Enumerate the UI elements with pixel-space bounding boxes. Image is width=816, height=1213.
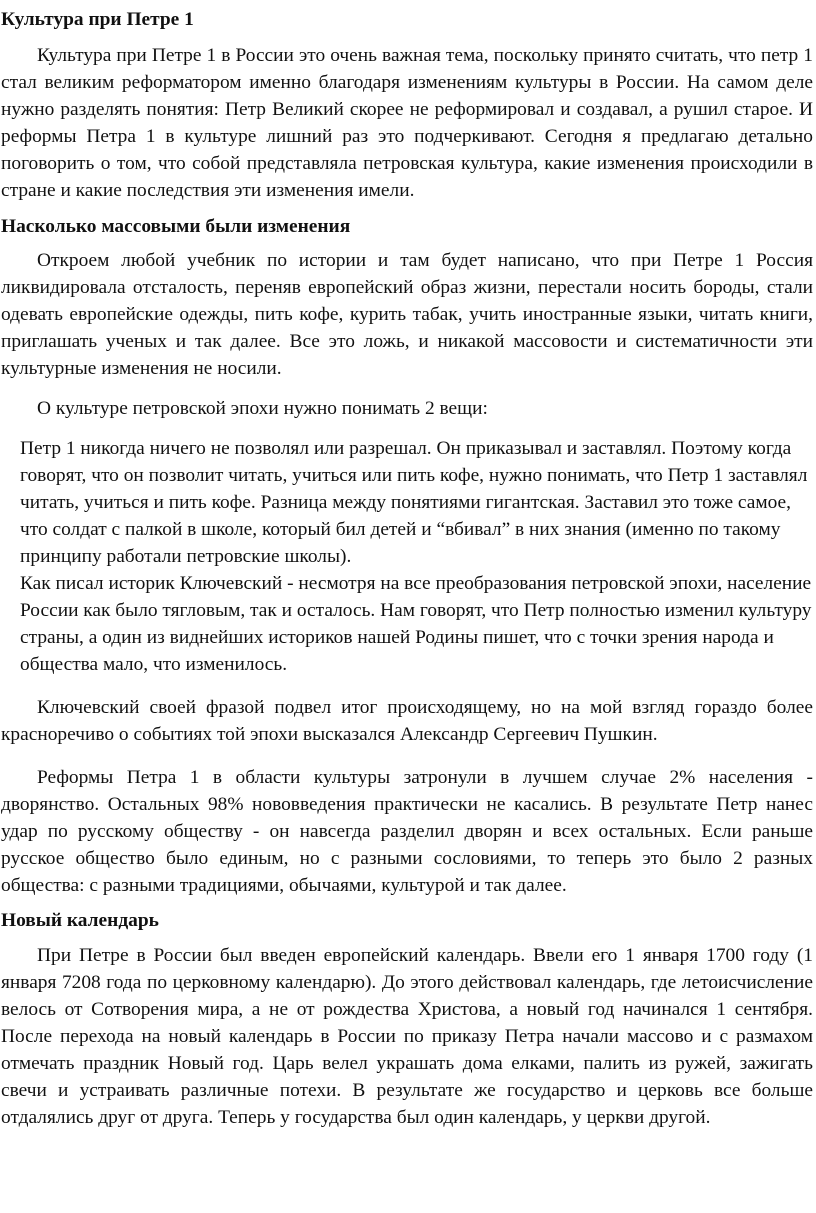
section1-paragraph-2: О культуре петровской эпохи нужно понимать 2 вещи: (37, 398, 488, 419)
page-title: Культура при Петре 1 (1, 9, 194, 30)
intro-paragraph: Культура при Петре 1 в России это очень важная тема, поскольку принято считать, что петр 1 стал великим реформатором именно благодаря изменениям культуры в России. На самом деле нужно разделять понятия: Петр Великий скорее не реформировал и создавал, а рушил старое. И реформы Петра 1 в культуре лишний раз это подчеркивают. Сегодня я предлагаю детально поговорить о том, что собой представляла петровская культура, какие изменения происходили в стране и какие последствия эти изменения имели. (1, 45, 813, 201)
section1-paragraph-4: Реформы Петра 1 в области культуры затронули в лучшем случае 2% населения - дворянство. Остальных 98% нововведения практически не касались. В результате Петр нанес удар по русскому обществу - он навсегда разделил дворян и всех остальных. Если раньше русское общество было единым, но с разными сословиями, то теперь это было 2 разных общества: с разными традициями, обычаями, культурой и так далее. (1, 767, 813, 896)
section1-paragraph-1: Откроем любой учебник по истории и там будет написано, что при Петре 1 Россия ликвидировала отсталость, переняв европейский образ жизни, перестали носить бороды, стали одевать европейские одежды, пить кофе, курить табак, учить иностранные языки, читать книги, приглашать ученых и так далее. Все это ложь, и никакой массовости и систематичности эти культурные изменения не носили. (1, 250, 813, 379)
section2-paragraph-1: При Петре в России был введен европейский календарь. Ввели его 1 января 1700 году (1 января 7208 года по церковному календарю). До этого действовал календарь, где летоисчисление велось от Сотворения мира, а не от рождества Христова, а новый год начинался 1 сентября. После перехода на новый календарь в России по приказу Петра начали массово и с размахом отмечать праздник Новый год. Царь велел украшать дома елками, палить из ружей, зажигать свечи и устраивать различные потехи. В результате же государство и церковь все больше отдалялись друг от друга. Теперь у государства был один календарь, у церкви другой. (1, 945, 813, 1128)
section1-paragraph-3: Ключевский своей фразой подвел итог происходящему, но на мой взгляд гораздо более красноречиво о событиях той эпохи высказался Александр Сергеевич Пушкин. (1, 697, 813, 745)
section-heading-changes: Насколько массовыми были изменения (1, 216, 351, 237)
document-page (0, 6, 813, 1131)
section-heading-calendar: Новый календарь (1, 910, 159, 931)
points-block (1, 435, 813, 678)
point-item-2: Как писал историк Ключевский - несмотря на все преобразования петровской эпохи, население России как было тягловым, так и осталось. Нам говорят, что Петр полностью изменил культуру страны, а один из виднейших историков нашей Родины пишет, что с точки зрения народа и общества мало, что изменилось. (20, 573, 812, 675)
point-item-1: Петр 1 никогда ничего не позволял или разрешал. Он приказывал и заставлял. Поэтому когда говорят, что он позволит читать, учиться или пить кофе, нужно понимать, что Петр 1 заставлял читать, учиться и пить кофе. Разница между понятиями гигантская. Заставил это тоже самое, что солдат с палкой в школе, который бил детей и “вбивал” в них знания (именно по такому принципу работали петровские школы). (20, 438, 808, 567)
